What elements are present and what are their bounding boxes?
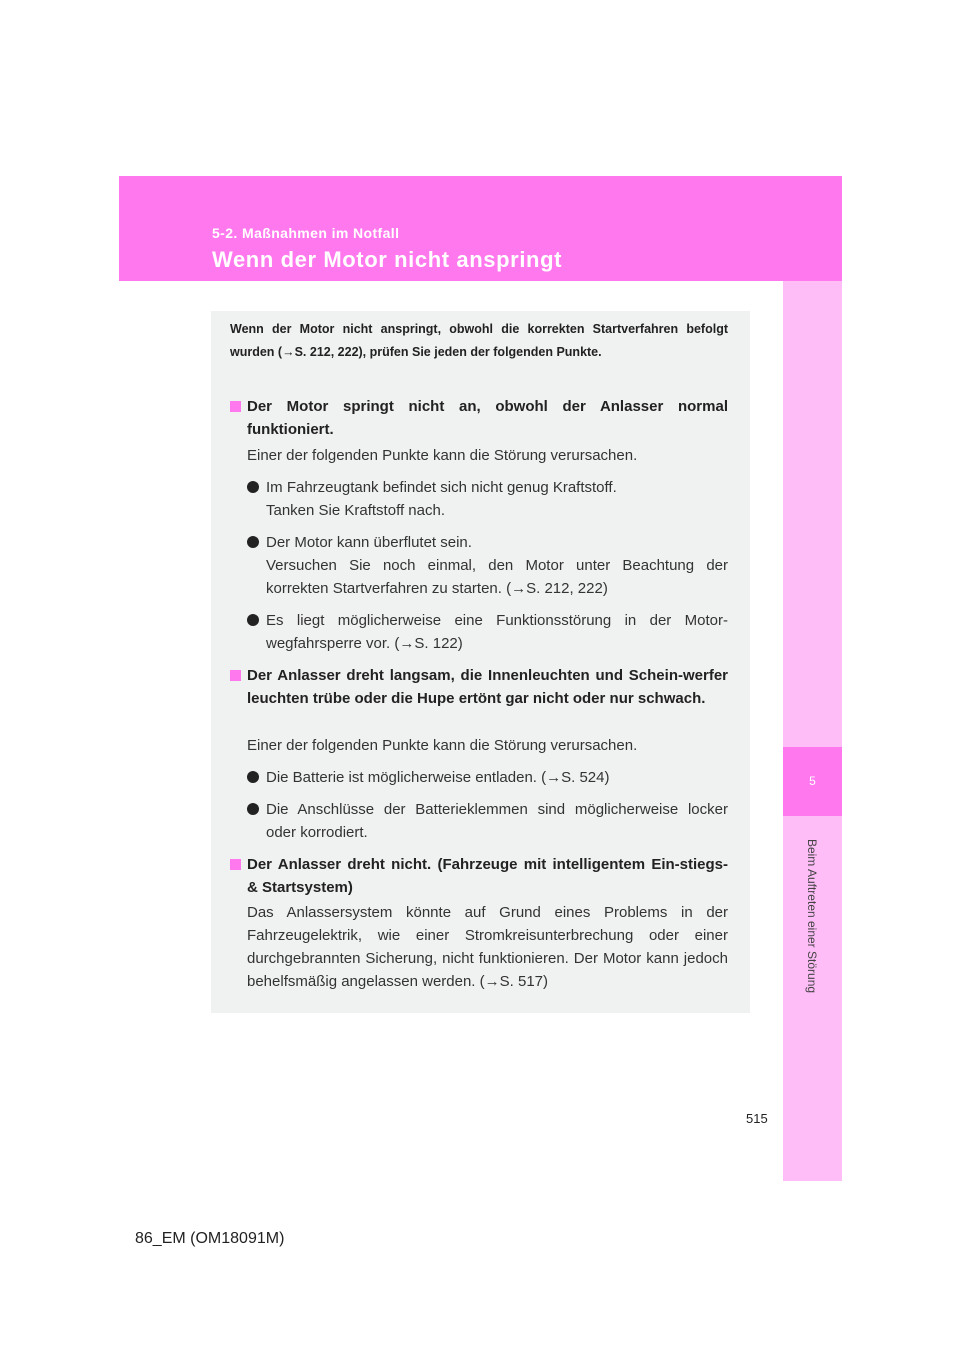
chapter-number: 5 [809,774,816,788]
section-description-1: Einer der folgenden Punkte kann die Störung verursachen. [247,447,638,464]
section-description-2: Einer der folgenden Punkte kann die Störung verursachen. [247,737,638,754]
page-number: 515 [746,1111,768,1126]
document-code: 86_EM (OM18091M) [135,1230,285,1247]
section-heading-1: Der Motor springt nicht an, obwohl der Anlasser normal funktioniert. [230,395,728,441]
square-bullet-icon [230,670,241,681]
intro-text: Wenn der Motor nicht anspringt, obwohl die korrekten Startverfahren befolgt wurden (→S. 212, 222), prüfen Sie jeden der folgenden Punkte. [230,322,728,359]
section-heading-2: Der Anlasser dreht langsam, die Innenleuchten und Schein-werfer leuchten trübe oder die Hupe ertönt gar nicht oder nur schwach. [230,664,728,710]
round-bullet-icon [247,803,259,815]
round-bullet-icon [247,536,259,548]
chapter-number-box[interactable] [783,747,842,816]
list-item: Die Anschlüsse der Batterieklemmen sind möglicherweise locker oder korrodiert. [247,798,728,844]
section-description-3: Das Anlassersystem könnte auf Grund eines Problems in der Fahrzeugelektrik, wie einer Stromkreisunterbrechung oder einer durchgebrannten Sicherung, nicht funktionieren. Der Motor kann jedoch behelfsmäßig angelassen werden. (→S. 517) [247,904,728,990]
square-bullet-icon [230,401,241,412]
round-bullet-icon [247,614,259,626]
list-item: Im Fahrzeugtank befindet sich nicht genug Kraftstoff. Tanken Sie Kraftstoff nach. [247,476,728,522]
section-heading-3: Der Anlasser dreht nicht. (Fahrzeuge mit intelligentem Ein-stiegs- & Startsystem) [230,853,728,899]
chapter-side-tab [783,281,842,1181]
list-item: Die Batterie ist möglicherweise entladen. (→S. 524) [247,766,728,789]
list-item: Der Motor kann überflutet sein. Versuchen Sie noch einmal, den Motor unter Beachtung der korrekten Startverfahren zu starten. (→S. 212, 222) [247,531,728,600]
section-label: 5-2. Maßnahmen im Notfall [212,225,400,241]
page-title: Wenn der Motor nicht anspringt [212,247,563,272]
list-item: Es liegt möglicherweise eine Funktionsstörung in der Motor-wegfahrsperre vor. (→S. 122) [247,609,728,655]
round-bullet-icon [247,481,259,493]
square-bullet-icon [230,859,241,870]
chapter-title-text: Beim Auftreten einer Störung [805,838,819,994]
round-bullet-icon [247,771,259,783]
